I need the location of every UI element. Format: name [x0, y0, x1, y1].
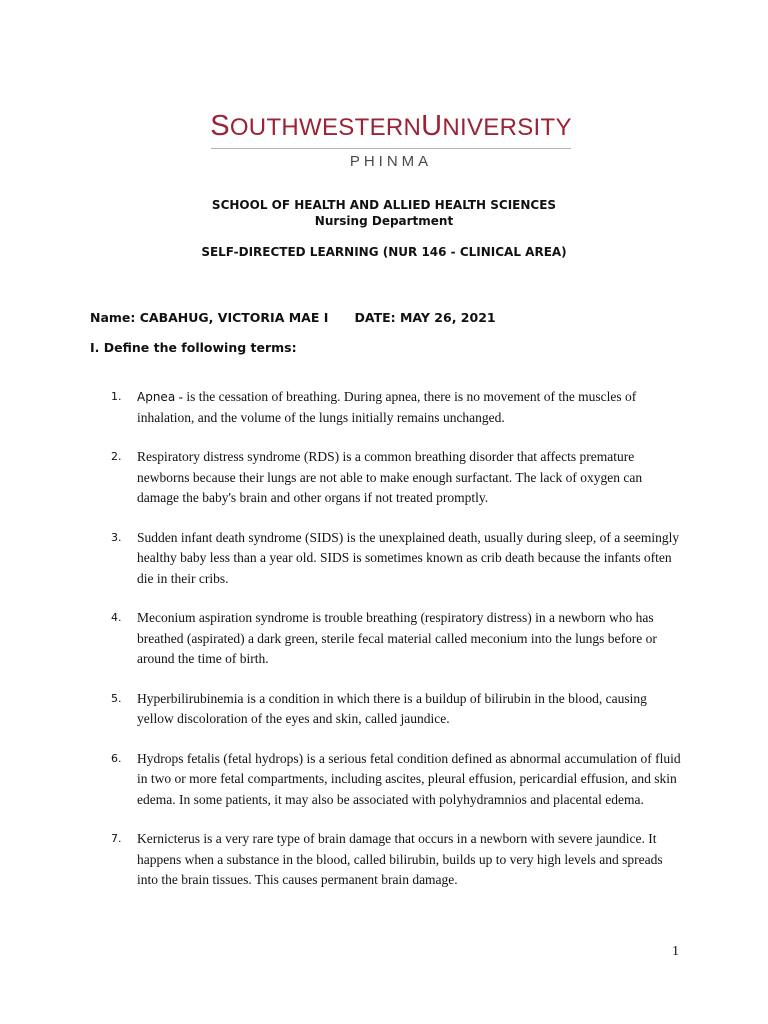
term-definition: Kernicterus is a very rare type of brain damage that occurs in a newborn with severe jaundice. It happens when a substance in the blood, called bilirubin, builds up to very high levels and spreads into the brain tissues. This causes permanent brain damage.	[137, 831, 663, 887]
term-definition: Respiratory distress syndrome (RDS) is a common breathing disorder that affects premature newborns because their lungs are not able to make enough surfactant. The lack of oxygen can damage the baby's brain and other organs if not treated promptly.	[137, 449, 643, 505]
term-item-hydrops-fetalis	[111, 749, 681, 811]
term-definition: Hydrops fetalis (fetal hydrops) is a serious fetal condition defined as abnormal accumulation of fluid in two or more fetal compartments, including ascites, pleural effusion, pericardial effusion, and skin edema. In some patients, it may also be associated with polyhydramnios and placental edema.	[137, 750, 681, 807]
department-title: Nursing Department	[314, 214, 454, 228]
term-number: 2.	[111, 450, 122, 463]
term-item-hyperbilirubinemia	[111, 689, 681, 730]
logo-divider	[211, 148, 571, 149]
logo-wordmark	[196, 110, 586, 143]
term-definition: Hyperbilirubinemia is a condition in which there is a buildup of bilirubin in the blood, causing yellow discoloration of the eyes and skin, called jaundice.	[137, 690, 647, 726]
term-item-apnea	[111, 387, 681, 428]
student-info: Name: CABAHUG, VICTORIA MAE I DATE: MAY 26, 2021	[90, 310, 496, 325]
term-definition: - is the cessation of breathing. During apnea, there is no movement of the muscles of inhalation, and the volume of the lungs initially remains unchanged.	[137, 389, 637, 425]
course-title: SELF-DIRECTED LEARNING (NUR 146 - CLINICAL AREA)	[201, 245, 567, 259]
term-item-meconium	[111, 608, 681, 670]
term-definition: Meconium aspiration syndrome is trouble breathing (respiratory distress) in a newborn who has breathed (aspirated) a dark green, sterile fecal material called meconium into the lungs before or around the time of birth.	[137, 610, 657, 666]
term-number: 5.	[111, 691, 122, 705]
term-number: 6.	[111, 751, 122, 765]
term-item-sids	[111, 528, 681, 590]
term-lead-word: Apnea	[137, 390, 176, 404]
logo-letter-s: S	[210, 110, 230, 142]
term-definition: Sudden infant death syndrome (SIDS) is the unexplained death, usually during sleep, of a seemingly healthy baby less than a year old. SIDS is sometimes known as crib death because the infants often die in their cribs.	[137, 529, 680, 586]
logo-subtitle: PHINMA	[349, 153, 433, 170]
term-number: 4.	[111, 611, 122, 624]
term-number: 1.	[111, 390, 122, 403]
section-heading: I. Define the following terms:	[90, 340, 297, 355]
logo-letter-u: U	[421, 110, 443, 142]
term-item-kernicterus	[111, 829, 681, 891]
university-logo	[196, 98, 586, 168]
school-title: SCHOOL OF HEALTH AND ALLIED HEALTH SCIENCES	[211, 198, 557, 212]
term-number: 3.	[111, 530, 122, 544]
term-number: 7.	[111, 832, 122, 845]
terms-list	[111, 387, 681, 910]
logo-word-southwestern: OUTHWESTERN	[229, 114, 422, 141]
page-number: 1	[672, 944, 679, 959]
term-item-rds	[111, 447, 681, 509]
logo-word-university: NIVERSITY	[442, 114, 572, 141]
